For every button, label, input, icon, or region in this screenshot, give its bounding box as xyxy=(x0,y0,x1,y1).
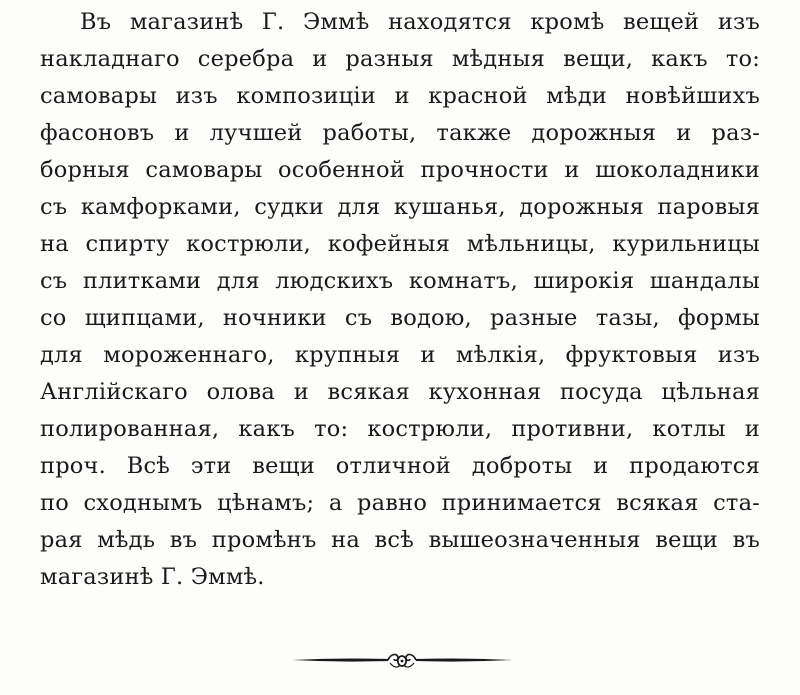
text-line: съ камфорками, судки для кушанья, дорожныя паровыя xyxy=(40,194,760,220)
text-line: самовары изъ композиціи и красной мѣди новѣйшихъ xyxy=(40,83,760,109)
text-line: проч. Всѣ эти вещи отличной доброты и продаются xyxy=(40,453,760,479)
text-line: магазинѣ Г. Эммѣ. xyxy=(40,564,265,590)
text-line: по сходнымъ цѣнамъ; а равно принимается всякая ста- xyxy=(40,490,760,516)
advertisement-text xyxy=(40,4,760,596)
text-line: съ плитками для людскихъ комнатъ, широкія шандалы xyxy=(40,268,760,294)
text-line: фасоновъ и лучшей работы, также дорожныя и раз- xyxy=(40,120,760,146)
ornamental-divider-icon xyxy=(290,648,514,672)
text-line: для мороженнаго, крупныя и мѣлкія, фруктовыя изъ xyxy=(40,342,760,368)
text-line: накладнаго серебра и разныя мѣдныя вещи, какъ то: xyxy=(40,46,760,72)
text-line: борныя самовары особенной прочности и шоколадники xyxy=(40,157,760,183)
text-line: Англійскаго олова и всякая кухонная посуда цѣльная xyxy=(40,379,760,405)
text-line: со щипцами, ночники съ водою, разные тазы, формы xyxy=(40,305,760,331)
text-line: рая мѣдь въ промѣнъ на всѣ вышеозначенныя вещи въ xyxy=(40,527,760,553)
text-line: полированная, какъ то: кострюли, противни, котлы и xyxy=(40,416,760,442)
text-line: на спирту кострюли, кофейныя мѣльницы, курильницы xyxy=(40,231,760,257)
text-line: Въ магазинѣ Г. Эммѣ находятся кромѣ вещей изъ xyxy=(80,9,760,35)
